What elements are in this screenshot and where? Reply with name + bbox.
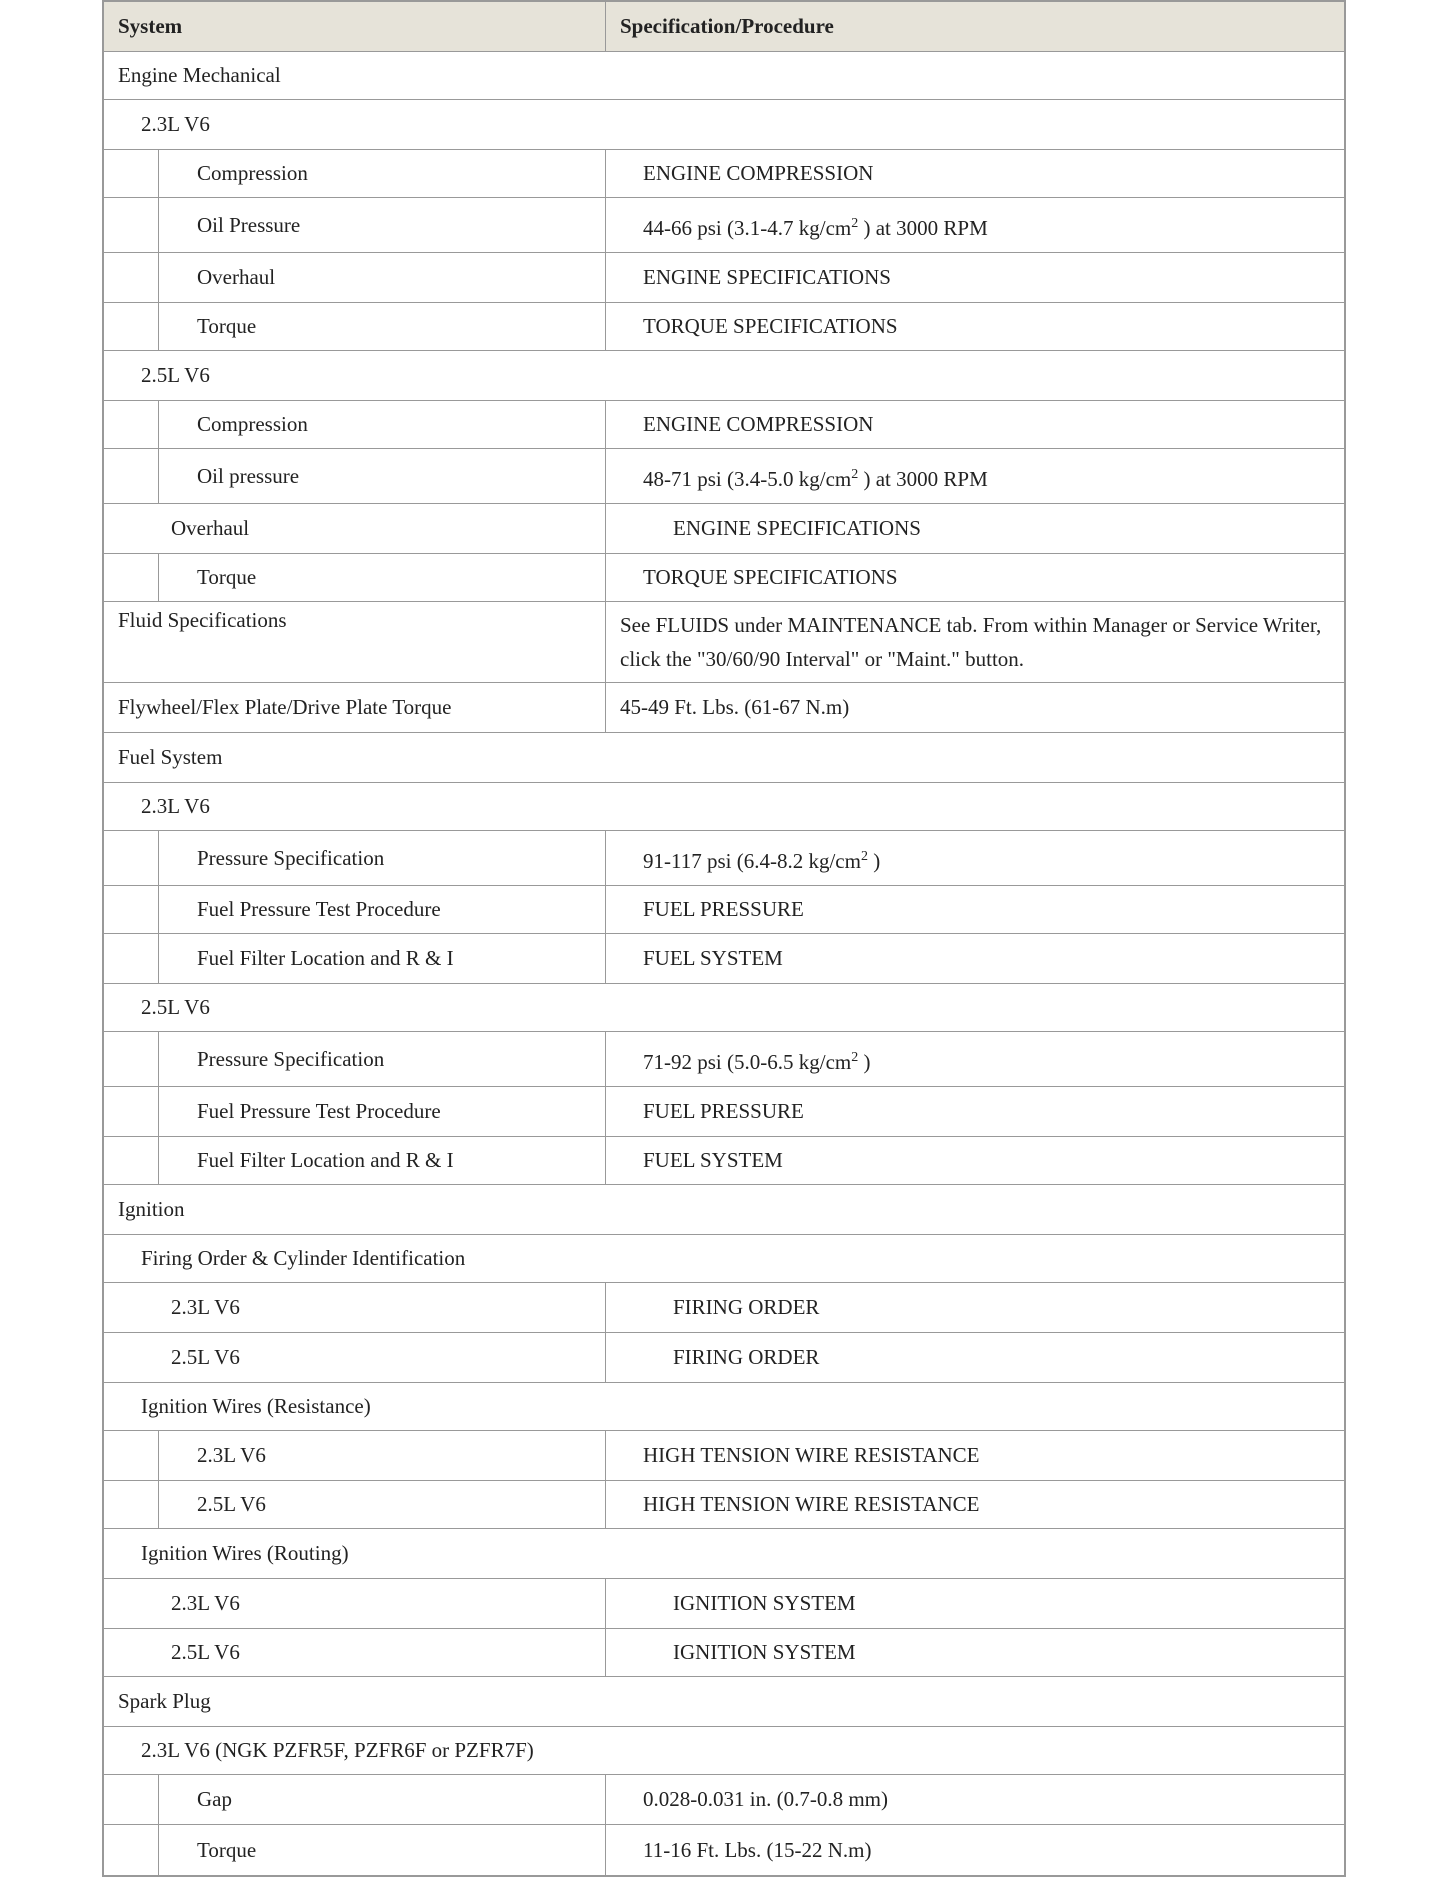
superscript-exponent: 2 bbox=[851, 466, 859, 482]
spec-value-suffix: ) bbox=[858, 1049, 871, 1074]
table-row bbox=[104, 886, 1344, 934]
specification-cell bbox=[606, 1137, 1344, 1184]
table-row bbox=[104, 504, 1344, 554]
system-label: Gap bbox=[197, 1787, 232, 1811]
subsection-heading: Firing Order & Cylinder Identification bbox=[141, 1246, 466, 1270]
specification-cell bbox=[606, 253, 1344, 302]
system-label: 2.3L V6 bbox=[171, 1295, 240, 1319]
system-label: Compression bbox=[197, 412, 308, 436]
table-row bbox=[104, 934, 1344, 984]
spec-value: 0.028-0.031 in. (0.7-0.8 mm) bbox=[643, 1787, 888, 1811]
subsection-heading: Ignition Wires (Routing) bbox=[141, 1541, 349, 1565]
spec-value: FUEL PRESSURE bbox=[643, 897, 804, 921]
specification-cell bbox=[606, 1481, 1344, 1528]
system-cell bbox=[104, 831, 606, 885]
system-label: Oil Pressure bbox=[197, 212, 301, 237]
spec-value: See FLUIDS under MAINTENANCE tab. From within Manager or Service Writer, click the "30/60/90 Interval" or "Maint." button. bbox=[620, 613, 1322, 671]
system-cell bbox=[104, 683, 606, 732]
indent-gutter bbox=[104, 198, 159, 252]
system-label: Fluid Specifications bbox=[118, 608, 287, 632]
spec-value-text: 44-66 psi (3.1-4.7 kg/cm bbox=[643, 215, 852, 240]
subsection-heading: 2.3L V6 bbox=[141, 794, 210, 818]
specification-cell bbox=[606, 303, 1344, 350]
specification-cell bbox=[606, 886, 1344, 933]
table-row bbox=[104, 733, 1344, 783]
table-row bbox=[104, 1283, 1344, 1333]
system-cell bbox=[104, 1087, 606, 1136]
specification-cell bbox=[606, 1579, 1344, 1628]
table-row bbox=[104, 52, 1344, 100]
table-row bbox=[104, 253, 1344, 303]
indent-gutter bbox=[104, 1481, 159, 1528]
system-label: Fuel Filter Location and R & I bbox=[197, 946, 454, 970]
spec-table bbox=[102, 0, 1346, 1877]
header-specification: Specification/Procedure bbox=[620, 14, 834, 38]
table-row bbox=[104, 1481, 1344, 1529]
system-label: Oil pressure bbox=[197, 463, 300, 488]
spec-value: TORQUE SPECIFICATIONS bbox=[643, 314, 898, 338]
spec-value-suffix: ) at 3000 RPM bbox=[858, 466, 988, 491]
system-label: 2.3L V6 bbox=[171, 1591, 240, 1615]
system-label: Fuel Pressure Test Procedure bbox=[197, 1099, 441, 1123]
table-row bbox=[104, 683, 1344, 733]
table-row bbox=[104, 984, 1344, 1032]
system-cell bbox=[104, 1137, 606, 1184]
spec-value: 45-49 Ft. Lbs. (61-67 N.m) bbox=[620, 695, 850, 719]
table-row bbox=[104, 1825, 1344, 1875]
table-row bbox=[104, 1431, 1344, 1481]
spec-value: ENGINE SPECIFICATIONS bbox=[643, 265, 891, 289]
table-row bbox=[104, 401, 1344, 449]
system-cell bbox=[104, 401, 606, 448]
system-cell bbox=[104, 1283, 606, 1332]
spec-value: FIRING ORDER bbox=[673, 1345, 820, 1369]
table-row bbox=[104, 1137, 1344, 1185]
indent-gutter bbox=[104, 554, 159, 601]
specification-cell bbox=[606, 1283, 1344, 1332]
specification-cell bbox=[606, 1825, 1344, 1875]
spec-value-suffix: ) bbox=[867, 848, 881, 873]
system-label: Compression bbox=[197, 161, 308, 185]
superscript-exponent: 2 bbox=[860, 848, 868, 864]
spec-value: FUEL SYSTEM bbox=[643, 946, 783, 970]
specification-cell bbox=[606, 683, 1344, 732]
specification-cell bbox=[606, 1431, 1344, 1480]
table-row bbox=[104, 1629, 1344, 1677]
indent-gutter bbox=[104, 1431, 159, 1480]
table-row bbox=[104, 150, 1344, 198]
system-cell bbox=[104, 602, 606, 682]
table-row bbox=[104, 1677, 1344, 1727]
system-label: 2.5L V6 bbox=[171, 1345, 240, 1369]
system-cell bbox=[104, 303, 606, 350]
spec-value: ENGINE SPECIFICATIONS bbox=[673, 516, 921, 540]
section-heading: Ignition bbox=[118, 1197, 185, 1221]
spec-value-text: 91-117 psi (6.4-8.2 kg/cm bbox=[643, 848, 861, 873]
indent-gutter bbox=[104, 253, 159, 302]
table-row bbox=[104, 554, 1344, 602]
indent-gutter bbox=[104, 1087, 159, 1136]
system-label: Flywheel/Flex Plate/Drive Plate Torque bbox=[118, 695, 452, 719]
spec-value bbox=[643, 843, 880, 874]
specification-cell bbox=[606, 401, 1344, 448]
subsection-heading: 2.5L V6 bbox=[141, 995, 210, 1019]
system-cell bbox=[104, 886, 606, 933]
table-row bbox=[104, 351, 1344, 401]
indent-gutter bbox=[104, 1032, 159, 1086]
indent-gutter bbox=[104, 1137, 159, 1184]
specification-cell bbox=[606, 934, 1344, 983]
system-cell bbox=[104, 504, 606, 553]
table-row bbox=[104, 1333, 1344, 1383]
spec-value: FUEL SYSTEM bbox=[643, 1148, 783, 1172]
superscript-exponent: 2 bbox=[851, 215, 859, 231]
indent-gutter bbox=[104, 934, 159, 983]
system-label: Torque bbox=[197, 1837, 257, 1862]
specification-cell bbox=[606, 831, 1344, 885]
table-row bbox=[104, 100, 1344, 150]
system-cell bbox=[104, 198, 606, 252]
spec-value bbox=[643, 210, 988, 241]
spec-value bbox=[643, 461, 988, 492]
subsection-heading: 2.3L V6 (NGK PZFR5F, PZFR6F or PZFR7F) bbox=[141, 1738, 534, 1762]
system-cell bbox=[104, 150, 606, 197]
system-cell bbox=[104, 1825, 606, 1875]
spec-value: 11-16 Ft. Lbs. (15-22 N.m) bbox=[643, 1837, 872, 1862]
table-row bbox=[104, 1087, 1344, 1137]
specification-cell bbox=[606, 1775, 1344, 1824]
system-cell bbox=[104, 1032, 606, 1086]
indent-gutter bbox=[104, 1775, 159, 1824]
system-label: 2.5L V6 bbox=[197, 1492, 266, 1516]
indent-gutter bbox=[104, 886, 159, 933]
table-row bbox=[104, 783, 1344, 831]
system-cell bbox=[104, 1775, 606, 1824]
system-cell bbox=[104, 1333, 606, 1382]
table-row bbox=[104, 831, 1344, 886]
indent-gutter bbox=[104, 1825, 159, 1875]
spec-value-text: 71-92 psi (5.0-6.5 kg/cm bbox=[643, 1049, 852, 1074]
indent-gutter bbox=[104, 401, 159, 448]
system-label: 2.5L V6 bbox=[171, 1640, 240, 1664]
indent-gutter bbox=[104, 303, 159, 350]
system-cell bbox=[104, 1431, 606, 1480]
spec-value: IGNITION SYSTEM bbox=[673, 1640, 856, 1664]
table-row bbox=[104, 1032, 1344, 1087]
spec-value: ENGINE COMPRESSION bbox=[643, 161, 874, 185]
system-label: Fuel Filter Location and R & I bbox=[197, 1148, 454, 1172]
specification-cell bbox=[606, 1333, 1344, 1382]
spec-value: HIGH TENSION WIRE RESISTANCE bbox=[643, 1492, 980, 1516]
specification-cell bbox=[606, 198, 1344, 252]
system-cell bbox=[104, 1629, 606, 1676]
table-body bbox=[104, 52, 1344, 1875]
system-cell bbox=[104, 554, 606, 601]
spec-value: FIRING ORDER bbox=[673, 1295, 820, 1319]
specification-cell bbox=[606, 602, 1344, 682]
system-cell bbox=[104, 1481, 606, 1528]
table-row bbox=[104, 198, 1344, 253]
table-row bbox=[104, 1727, 1344, 1775]
table-row bbox=[104, 1775, 1344, 1825]
table-header bbox=[104, 2, 1344, 52]
indent-gutter bbox=[104, 449, 159, 503]
table-row bbox=[104, 602, 1344, 683]
subsection-heading: 2.5L V6 bbox=[141, 363, 210, 387]
spec-value: ENGINE COMPRESSION bbox=[643, 412, 874, 436]
table-row bbox=[104, 1235, 1344, 1283]
table-row bbox=[104, 1383, 1344, 1431]
indent-gutter bbox=[104, 831, 159, 885]
specification-cell bbox=[606, 504, 1344, 553]
system-cell bbox=[104, 934, 606, 983]
spec-value: TORQUE SPECIFICATIONS bbox=[643, 565, 898, 589]
spec-value bbox=[643, 1044, 870, 1075]
table-row bbox=[104, 1529, 1344, 1579]
system-label: Pressure Specification bbox=[197, 1046, 385, 1071]
specification-cell bbox=[606, 554, 1344, 601]
spec-value-text: 48-71 psi (3.4-5.0 kg/cm bbox=[643, 466, 852, 491]
spec-value: IGNITION SYSTEM bbox=[673, 1591, 856, 1615]
spec-value: HIGH TENSION WIRE RESISTANCE bbox=[643, 1443, 980, 1467]
specification-cell bbox=[606, 1629, 1344, 1676]
system-cell bbox=[104, 449, 606, 503]
system-cell bbox=[104, 253, 606, 302]
system-label: Torque bbox=[197, 314, 257, 338]
table-row bbox=[104, 449, 1344, 504]
system-cell bbox=[104, 1579, 606, 1628]
section-heading: Fuel System bbox=[118, 745, 223, 769]
superscript-exponent: 2 bbox=[851, 1049, 859, 1065]
system-label: Torque bbox=[197, 565, 257, 589]
table-row bbox=[104, 303, 1344, 351]
table-row bbox=[104, 1579, 1344, 1629]
spec-value-suffix: ) at 3000 RPM bbox=[858, 215, 988, 240]
system-label: Overhaul bbox=[171, 516, 250, 540]
section-heading: Spark Plug bbox=[118, 1689, 211, 1713]
specification-cell bbox=[606, 150, 1344, 197]
system-label: Fuel Pressure Test Procedure bbox=[197, 897, 441, 921]
spec-value: FUEL PRESSURE bbox=[643, 1099, 804, 1123]
subsection-heading: 2.3L V6 bbox=[141, 112, 210, 136]
system-label: Pressure Specification bbox=[197, 845, 385, 870]
specification-cell bbox=[606, 1032, 1344, 1086]
specification-cell bbox=[606, 1087, 1344, 1136]
header-system: System bbox=[104, 2, 606, 51]
indent-gutter bbox=[104, 150, 159, 197]
section-heading: Engine Mechanical bbox=[118, 63, 281, 87]
table-row bbox=[104, 1185, 1344, 1235]
system-label: Overhaul bbox=[197, 265, 276, 289]
specification-cell bbox=[606, 449, 1344, 503]
subsection-heading: Ignition Wires (Resistance) bbox=[141, 1394, 371, 1418]
system-label: 2.3L V6 bbox=[197, 1443, 266, 1467]
